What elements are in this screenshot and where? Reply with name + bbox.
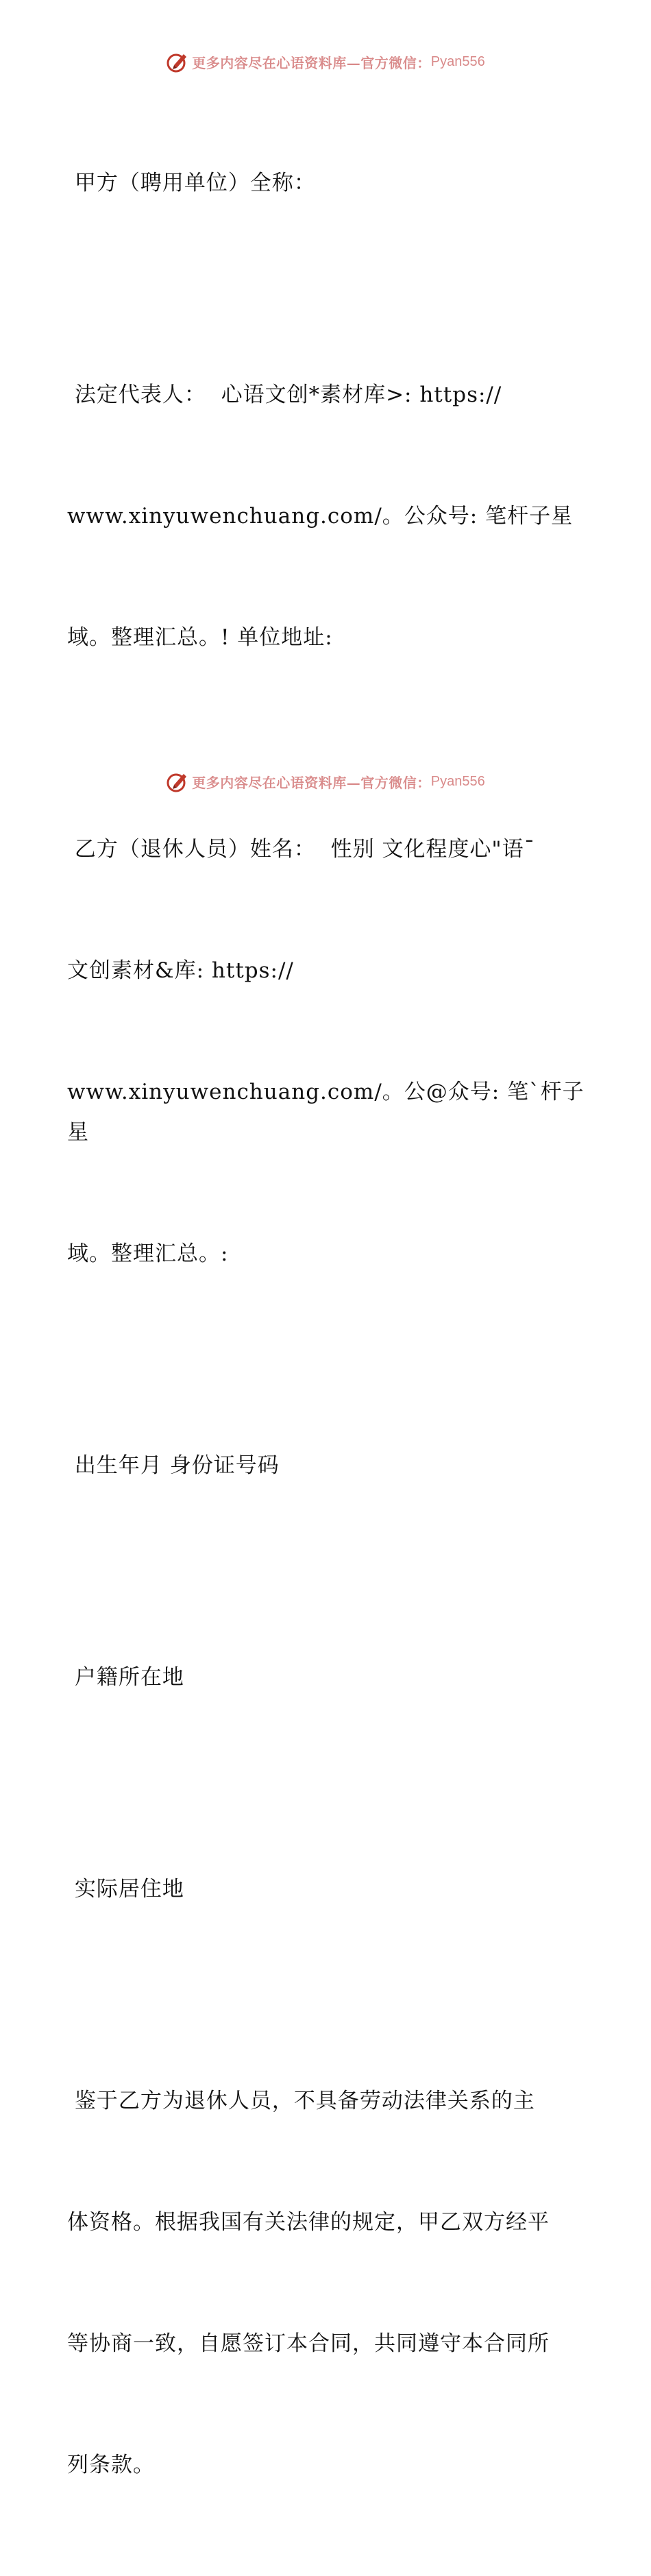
text-line: 出生年月 身份证号码 (67, 1453, 280, 1478)
watermark-text: 更多内容尽在心语资料库—官方微信： (192, 54, 431, 71)
paragraph-residence (67, 1788, 595, 1991)
text-line: www.xinyuwenchuang.com/。公众号: 笔杆子星 (67, 504, 574, 528)
text-line: 列条款。 (67, 2453, 155, 2477)
paragraph-legal-representative (67, 294, 595, 739)
paragraph-household-registration (67, 1577, 595, 1779)
text-line: 文创素材&库: https:// (67, 958, 294, 983)
text-line: 域。整理汇总。! 单位地址: (67, 625, 333, 650)
watermark-banner-top (0, 48, 651, 75)
paragraph-birth-id (67, 1365, 595, 1567)
watermark-handle: Pyan556 (430, 53, 485, 69)
text-line: 法定代表人： 心语文创*素材库>: https:// (67, 382, 502, 407)
text-line: 等协商一致，自愿签订本合同，共同遵守本合同所 (67, 2331, 550, 2356)
text-line: 户籍所在地 (67, 1665, 184, 1690)
text-line: 乙方（退休人员）姓名： 性别 文化程度心"语¯ (67, 837, 536, 862)
text-line: 鉴于乙方为退休人员，不具备劳动法律关系的主 (67, 2089, 535, 2113)
paragraph-party-a-name (67, 82, 595, 284)
text-line: 域。整理汇总。: (67, 1241, 229, 1266)
text-line: www.xinyuwenchuang.com/。公@众号: 笔`杆子星 (67, 1080, 585, 1145)
paragraph-preamble (67, 2000, 595, 2566)
pen-nib-logo-icon (166, 50, 189, 73)
watermark-banner-bottom (0, 768, 651, 795)
text-line: 实际居住地 (67, 1877, 184, 1901)
document-body (67, 82, 595, 2576)
paragraph-party-b-name (67, 749, 595, 1355)
watermark-handle: Pyan556 (430, 773, 485, 789)
pen-nib-logo-icon (166, 770, 189, 793)
text-line: 甲方（聘用单位）全称： (67, 171, 316, 195)
text-line: 体资格。根据我国有关法律的规定，甲乙双方经平 (67, 2210, 550, 2235)
watermark-text: 更多内容尽在心语资料库—官方微信： (192, 774, 431, 791)
